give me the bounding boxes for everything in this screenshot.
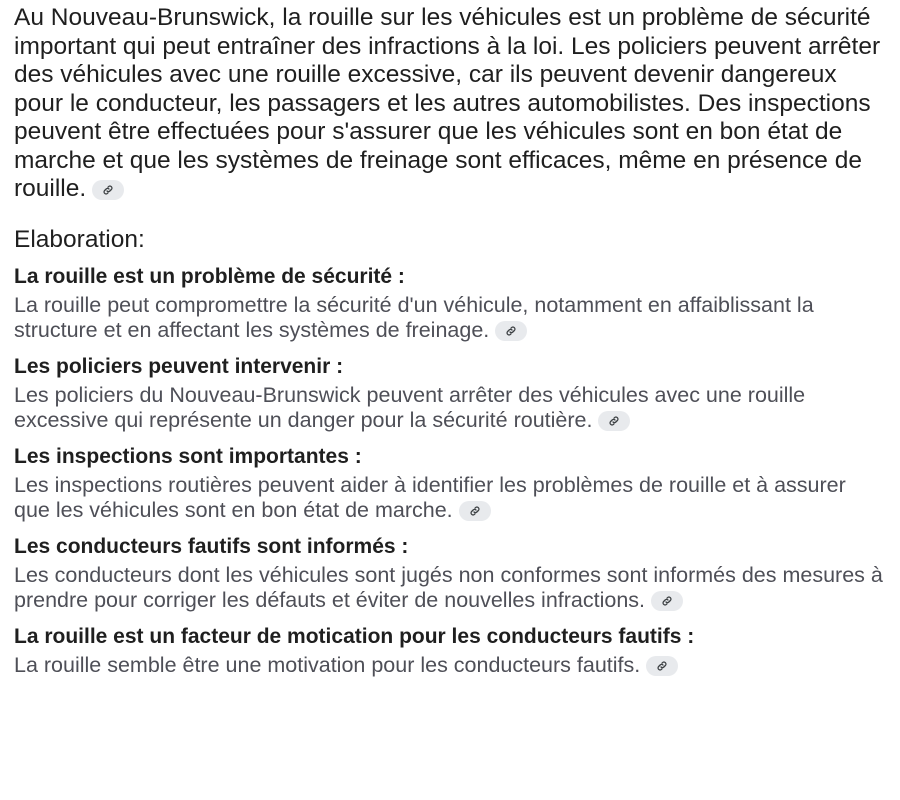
link-icon: [656, 660, 668, 672]
item-body: [14, 653, 886, 679]
elaboration-item: [14, 354, 886, 434]
source-link-chip[interactable]: [459, 501, 491, 521]
link-icon: [661, 595, 673, 607]
item-title: Les conducteurs fautifs sont informés :: [14, 534, 409, 558]
elaboration-item: [14, 624, 886, 679]
source-link-chip[interactable]: [646, 656, 678, 676]
item-body: [14, 383, 886, 434]
item-title: Les policiers peuvent intervenir :: [14, 354, 344, 378]
source-link-chip[interactable]: [598, 411, 630, 431]
item-title: La rouille est un problème de sécurité :: [14, 264, 405, 288]
intro-paragraph: [14, 4, 886, 204]
link-icon: [608, 415, 620, 427]
elaboration-item: [14, 534, 886, 614]
intro-text: Au Nouveau-Brunswick, la rouille sur les véhicules est un problème de sécurité important qui peut entraîner des infractions à la loi. Les policiers peuvent arrêter des véhicules avec une rouille excessive, car ils peuvent devenir dangereux pour le conducteur, les passagers et les autres automobilistes. Des inspections peuvent être effectuées pour s'assurer que les véhicules sont en bon état de marche et que les systèmes de freinage sont efficaces, même en présence de rouille.: [14, 4, 881, 202]
source-link-chip[interactable]: [651, 591, 683, 611]
item-body-text: La rouille semble être une motivation pour les conducteurs fautifs.: [14, 652, 641, 677]
item-body-text: Les conducteurs dont les véhicules sont jugés non conformes sont informés des mesures à prendre pour corriger les défauts et éviter de nouvelles infractions.: [14, 562, 883, 612]
item-title: Les inspections sont importantes :: [14, 444, 362, 468]
item-title: La rouille est un facteur de motication pour les conducteurs fautifs :: [14, 624, 695, 648]
item-body-text: Les policiers du Nouveau-Brunswick peuvent arrêter des véhicules avec une rouille excessive qui représente un danger pour la sécurité routière.: [14, 382, 806, 432]
link-icon: [505, 325, 517, 337]
item-body: [14, 293, 886, 344]
source-link-chip[interactable]: [92, 180, 124, 200]
item-body: [14, 473, 886, 524]
item-body-text: La rouille peut compromettre la sécurité d'un véhicule, notamment en affaiblissant la structure et en affectant les systèmes de freinage.: [14, 292, 814, 342]
item-body-text: Les inspections routières peuvent aider à identifier les problèmes de rouille et à assurer que les véhicules sont en bon état de marche.: [14, 472, 846, 522]
source-link-chip[interactable]: [495, 321, 527, 341]
elaboration-item: [14, 444, 886, 524]
link-icon: [469, 505, 481, 517]
elaboration-heading: Elaboration:: [14, 225, 145, 253]
elaboration-item: [14, 264, 886, 344]
link-icon: [102, 184, 114, 196]
item-body: [14, 563, 886, 614]
